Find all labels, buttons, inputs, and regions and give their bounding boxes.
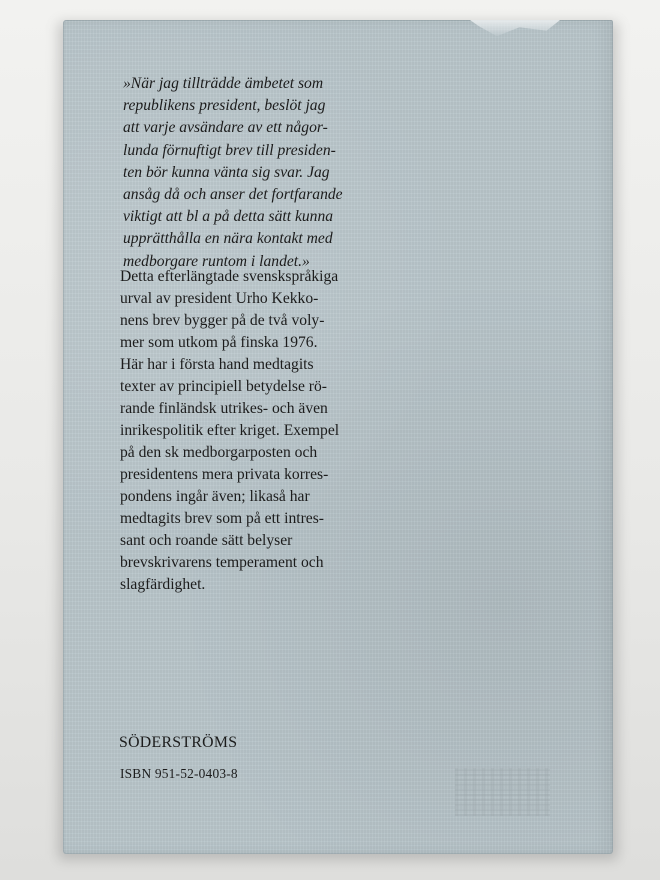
- quote-line: upprätthålla en nära kontakt med: [123, 230, 333, 248]
- blurb-line: sant och roande sätt belyser: [120, 532, 293, 549]
- quote-line: lunda förnuftigt brev till presiden-: [123, 141, 336, 159]
- blurb-line: Detta efterlängtade svenskspråkiga: [120, 268, 339, 285]
- blurb-line: presidentens mera privata korres-: [120, 466, 329, 483]
- blurb-line: urval av president Urho Kekko-: [120, 290, 319, 307]
- cover-quote: [123, 73, 503, 273]
- quote-line: »När jag tillträdde ämbetet som: [123, 75, 324, 92]
- cover-blurb: [120, 266, 500, 596]
- quote-line: republikens president, beslöt jag: [123, 97, 326, 115]
- quote-line: ansåg då och anser det fortfarande: [123, 186, 343, 204]
- quote-line: att varje avsändare av ett någor-: [123, 119, 328, 137]
- blurb-line: nens brev bygger på de två voly-: [120, 312, 325, 329]
- blurb-line: pondens ingår även; likaså har: [120, 488, 310, 505]
- blurb-line: medtagits brev som på ett intres-: [120, 510, 324, 527]
- blurb-line: rande finländsk utrikes- och även: [120, 400, 328, 417]
- blurb-line: brevskrivarens temperament och: [120, 554, 324, 571]
- blurb-line: texter av principiell betydelse rö-: [120, 378, 327, 395]
- quote-line: medborgare runtom i landet.»: [123, 252, 310, 270]
- cover-sticker-residue: [455, 768, 550, 816]
- blurb-line: mer som utkom på finska 1976.: [120, 334, 318, 351]
- quote-line: viktigt att bl a på detta sätt kunna: [123, 208, 334, 226]
- blurb-line: slagfärdighet.: [120, 576, 206, 593]
- quote-line: ten bör kunna vänta sig svar. Jag: [123, 163, 330, 181]
- blurb-line: Här har i första hand medtagits: [120, 356, 314, 373]
- isbn-number: ISBN 951-52-0403-8: [120, 766, 238, 781]
- blurb-line: inrikespolitik efter kriget. Exempel: [120, 422, 340, 439]
- blurb-line: på den sk medborgarposten och: [120, 444, 318, 461]
- publisher-name: SÖDERSTRÖMS: [119, 734, 238, 751]
